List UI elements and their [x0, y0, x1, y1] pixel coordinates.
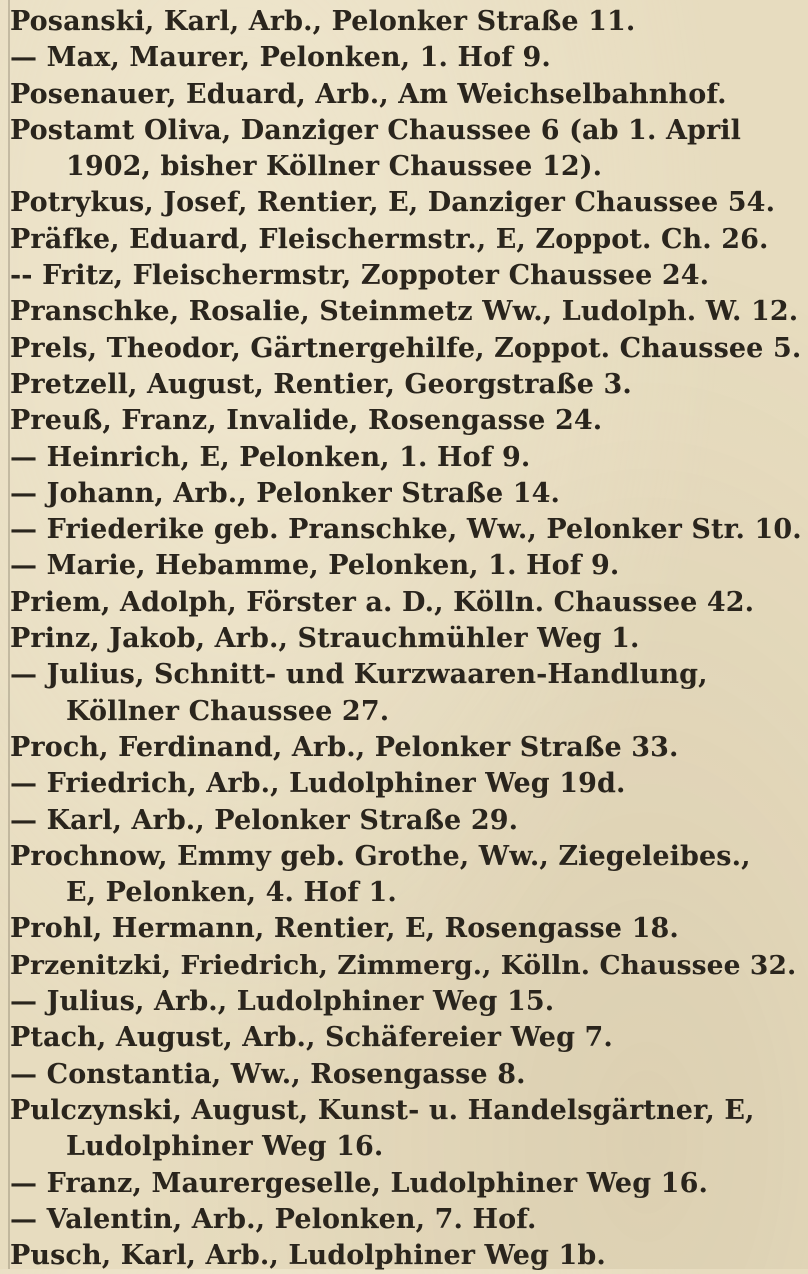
entry-line: Pranschke, Rosalie, Steinmetz Ww., Ludolph. W. 12. — [10, 296, 799, 328]
entry-line: Pretzell, August, Rentier, Georgstraße 3. — [10, 368, 632, 400]
entry-line: Posanski, Karl, Arb., Pelonker Straße 11. — [10, 6, 636, 37]
entry-line: — Karl, Arb., Pelonker Straße 29. — [10, 804, 519, 836]
entry-line: Proch, Ferdinand, Arb., Pelonker Straße 33. — [10, 731, 679, 763]
entry-continuation-line: Ludolphiner Weg 16. — [66, 1131, 384, 1163]
entry-line: — Julius, Arb., Ludolphiner Weg 15. — [10, 986, 555, 1018]
entry-line: Potrykus, Josef, Rentier, E, Danziger Chaussee 54. — [10, 187, 776, 219]
entry-line: — Heinrich, E, Pelonken, 1. Hof 9. — [10, 441, 531, 473]
entry-line: Pulczynski, August, Kunst- u. Handelsgärtner, E, — [10, 1094, 755, 1126]
entry-line: Pusch, Karl, Arb., Ludolphiner Weg 1b. — [10, 1240, 606, 1272]
entry-line: — Friederike geb. Pranschke, Ww., Pelonker Str. 10. — [10, 514, 802, 546]
entry-continuation-line: Köllner Chaussee 27. — [66, 695, 390, 727]
entry-line: — Franz, Maurergeselle, Ludolphiner Weg 16. — [10, 1167, 708, 1199]
entry-line: Prohl, Hermann, Rentier, E, Rosengasse 18. — [10, 913, 679, 945]
entry-line: Prels, Theodor, Gärtnergehilfe, Zoppot. Chaussee 5. — [10, 332, 802, 364]
entry-line: Ptach, August, Arb., Schäfereier Weg 7. — [10, 1022, 613, 1054]
entry-line: Przenitzki, Friedrich, Zimmerg., Kölln. Chaussee 32. — [10, 949, 797, 981]
entry-line: — Valentin, Arb., Pelonken, 7. Hof. — [10, 1203, 537, 1235]
entry-line: Prinz, Jakob, Arb., Strauchmühler Weg 1. — [10, 623, 640, 655]
entry-line: — Max, Maurer, Pelonken, 1. Hof 9. — [10, 42, 551, 74]
entry-line: — Marie, Hebamme, Pelonken, 1. Hof 9. — [10, 550, 620, 582]
entry-line: — Julius, Schnitt- und Kurzwaaren-Handlung, — [10, 659, 708, 691]
entry-continuation-line: E, Pelonken, 4. Hof 1. — [66, 877, 397, 909]
entry-line: Preuß, Franz, Invalide, Rosengasse 24. — [10, 405, 603, 437]
entry-line: — Johann, Arb., Pelonker Straße 14. — [10, 477, 561, 509]
entry-continuation-line: 1902, bisher Köllner Chaussee 12). — [66, 151, 603, 183]
directory-entries — [10, 4, 802, 1274]
entry-line: Präfke, Eduard, Fleischermstr., E, Zoppot. Ch. 26. — [10, 223, 769, 255]
entry-line: Prochnow, Emmy geb. Grothe, Ww., Ziegeleibes., — [10, 840, 751, 872]
entry-line: — Friedrich, Arb., Ludolphiner Weg 19d. — [10, 768, 626, 800]
entry-line: -- Fritz, Fleischermstr, Zoppoter Chaussee 24. — [10, 260, 710, 292]
entry-line: Postamt Oliva, Danziger Chaussee 6 (ab 1. April — [10, 114, 742, 146]
entry-line: — Constantia, Ww., Rosengasse 8. — [10, 1058, 526, 1090]
entry-line: Posenauer, Eduard, Arb., Am Weichselbahnhof. — [10, 78, 727, 110]
entry-line: Priem, Adolph, Förster a. D., Kölln. Chaussee 42. — [10, 586, 755, 618]
